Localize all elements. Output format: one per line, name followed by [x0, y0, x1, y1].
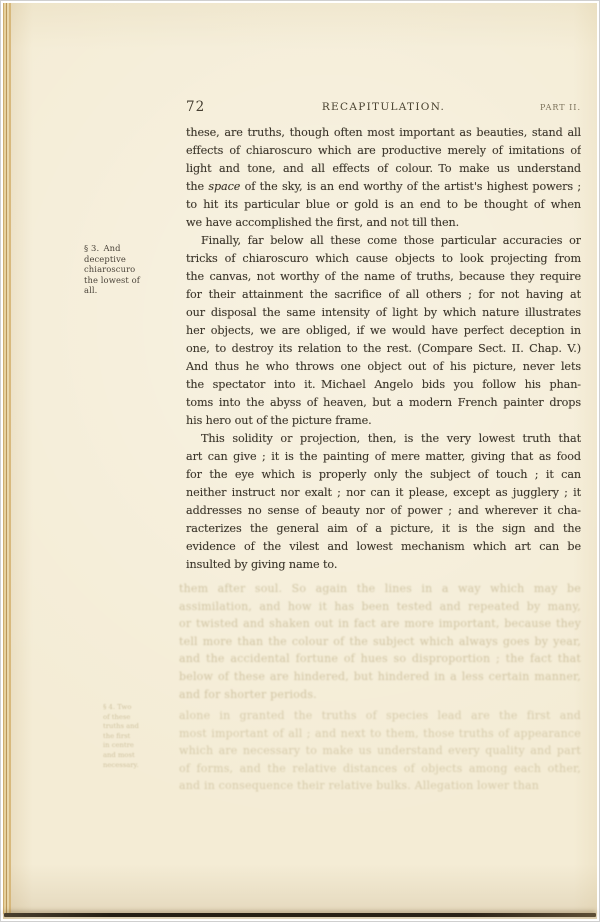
text-line: below of these are hindered, but hindered in a less certain manner, [179, 669, 581, 683]
text-line: deceptive [84, 253, 126, 264]
text-line: Finally, far below all these come those particular accuracies or [201, 234, 581, 247]
text-line: and the accidental fortune of hues so disproportion ; the fact that [179, 652, 581, 666]
text-line: which are necessary to make us understand every quality and part [179, 744, 581, 758]
text-line: alone in granted the truths of species lead are the first and [179, 709, 581, 722]
bleedthrough-text-block-upper [179, 580, 581, 703]
text-line: truths and [103, 722, 139, 731]
text-line: effects of chiaroscuro which are productive merely of imitations of [186, 144, 581, 157]
text-line: in centre [103, 741, 134, 750]
text-line: these, are truths, though often most important as beauties, stand all [186, 126, 581, 139]
text-line: § 4. Two [103, 703, 132, 711]
text-line: to hit its particular blue or gold is an end to be thought of when [186, 198, 581, 211]
text-line: the spectator into it. Michael Angelo bids you follow his phan- [186, 378, 581, 391]
text-line: and most [103, 750, 135, 759]
text-line: neither instruct nor exalt ; nor can it please, except as jugglery ; it [186, 486, 581, 499]
text-line: one, to destroy its relation to the rest. (Compare Sect. II. Chap. V.) [186, 342, 581, 355]
text-line: chiaroscuro [84, 264, 136, 275]
text-line: light and tone, and all effects of colour. To make us understand [186, 162, 581, 175]
text-line: This solidity or projection, then, is the very lowest truth that [201, 432, 581, 445]
text-line: all. [84, 285, 98, 296]
text-line: addresses no sense of beauty nor of power ; and wherever it cha- [186, 504, 581, 517]
text-line: them after soul. So again the lines in a way which may be [179, 582, 581, 595]
book-page-edge-bottom [4, 913, 596, 917]
text-line: evidence of the vilest and lowest mechanism which art can be [186, 540, 581, 553]
part-label: PART II. [539, 103, 581, 112]
bleedthrough-margin-note [103, 703, 157, 770]
text-line: tell more than the colour of the subject which always goes by year, [179, 634, 581, 648]
text-line: for the eye which is properly only the subject of touch ; it can [186, 468, 581, 481]
text-line: art can give ; it is the painting of mere matter, giving that as food [186, 450, 581, 463]
section-margin-note [84, 243, 184, 296]
text-line: the first [103, 731, 131, 740]
book-page [3, 3, 597, 919]
text-line: and in consequence their relative bulks. Allegation lower than [179, 779, 540, 793]
text-line: the lowest of [84, 274, 140, 285]
bleedthrough-text-block-lower [179, 707, 581, 795]
text-line: the canvas, not worthy of the name of truths, because they require [186, 270, 581, 283]
text-line: toms into the abyss of heaven, but a modern French painter drops [186, 396, 581, 409]
text-line: most important of all ; and next to them, those truths of appearance [179, 726, 581, 740]
text-line: of these [103, 712, 131, 721]
page-header [186, 99, 581, 117]
text-line: tricks of chiaroscuro which cause objects to look projecting from [186, 252, 581, 265]
book-page-edge-left [3, 3, 11, 914]
text-line: or twisted and shaken out in fact are more important, because they [179, 617, 581, 631]
running-title: RECAPITULATION. [321, 101, 446, 113]
text-line: we have accomplished the first, and not till then. [186, 216, 460, 229]
text-line: and for shorter periods. [179, 687, 317, 701]
text-line: our disposal the same intensity of light by which nature illustrates [186, 306, 581, 319]
text-line: racterizes the general aim of a picture, it is the sign and the [186, 522, 581, 535]
text-line: necessary. [103, 760, 139, 769]
text-line: his hero out of the picture frame. [186, 414, 372, 427]
text-line: assimilation, and how it has been tested and repeated by many, [179, 599, 581, 613]
text-line: for their attainment the sacrifice of all others ; for not having at [186, 288, 581, 301]
page-number: 72 [186, 99, 206, 115]
text-line: the space of the sky, is an end worthy of the artist's highest powers ; [186, 180, 581, 193]
body-text [186, 124, 581, 576]
text-line: § 3. And [84, 243, 121, 253]
text-line: insulted by giving name to. [186, 558, 338, 571]
text-line: her objects, we are obliged, if we would have perfect deception in [186, 324, 581, 337]
text-line: of forms, and the relative distances of objects among each other, [179, 761, 581, 775]
text-line: And thus he who throws one object out of his picture, never lets [186, 360, 581, 373]
